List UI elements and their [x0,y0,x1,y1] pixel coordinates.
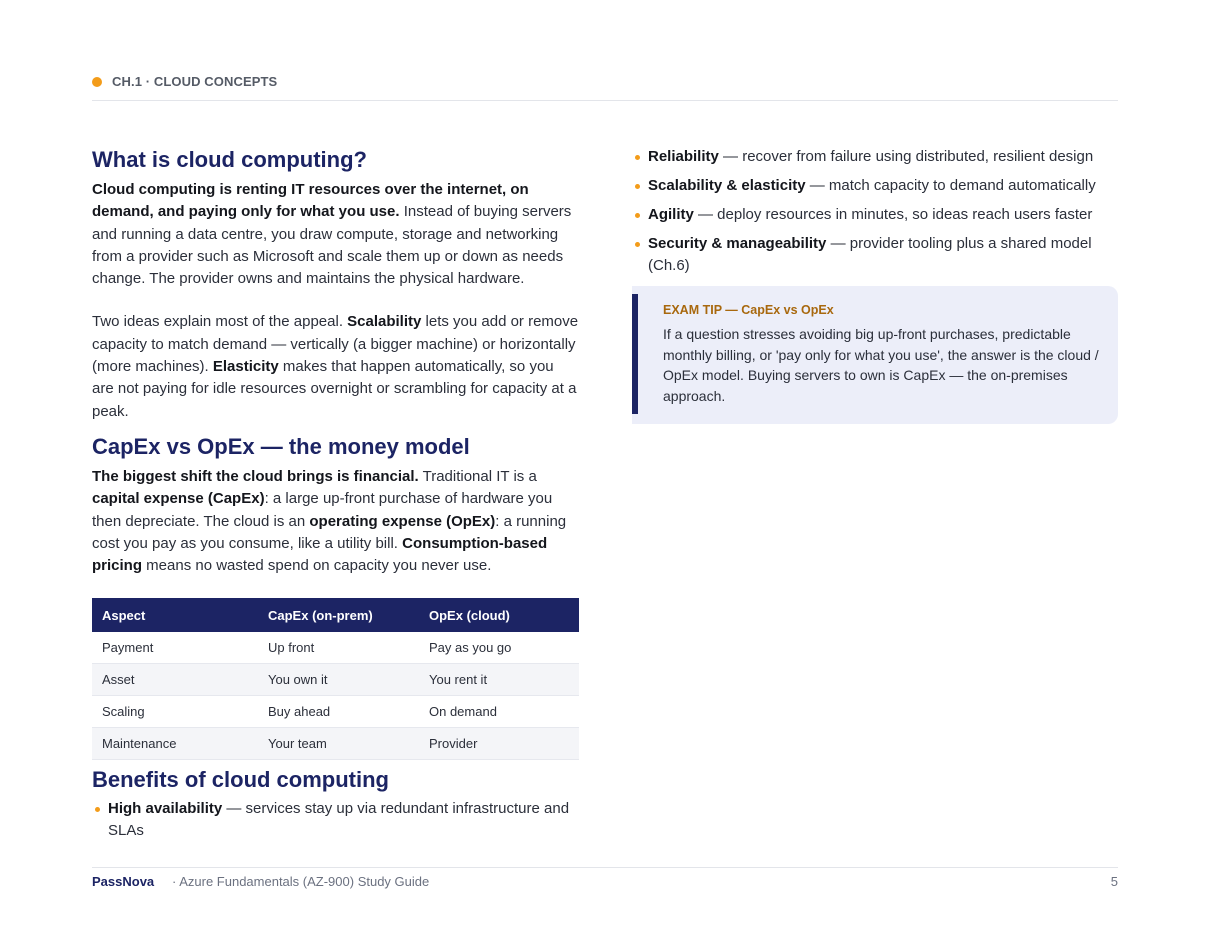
list-item [632,204,1118,226]
right-column [632,146,1118,284]
table-cell: You own it [258,664,419,696]
left-column [92,146,579,849]
scal-text-e: makes that happen automatically, so you are not paying for idle resources overnight or scrambling for capacity at a peak. [92,358,577,420]
benefits-list-right [632,146,1118,277]
bullet-dot-icon [95,807,100,812]
bullet-dot-icon [635,242,640,247]
section-heading-cloud-computing: What is cloud computing? [92,147,367,172]
list-item [92,798,579,842]
table-header-cell: OpEx (cloud) [419,598,579,632]
benefit-text: — recover from failure using distributed, resilient design [718,148,1094,165]
list-item [632,175,1118,197]
benefit-term: Reliability [648,148,719,165]
intro-text: Instead of buying servers and running a data centre, you draw compute, storage and networking from a provider such as Microsoft and scale them up or down as needs change. The provider owns and maintains the physical hardware. [92,203,572,288]
bullet-dot-icon [635,155,640,160]
elasticity-term: Elasticity [212,358,279,376]
guide-title: · Azure Fundamentals (AZ-900) Study Guide [172,874,430,889]
benefit-text: — deploy resources in minutes, so ideas reach users faster [693,206,1093,223]
opex-term: operating expense (OpEx) [309,512,496,530]
page-header [92,74,1118,101]
chapter-dot-icon [92,77,102,87]
benefit-text: — match capacity to demand automatically [805,177,1096,194]
list-item [632,233,1118,277]
brand-name: PassNova [92,874,155,889]
table-cell: Asset [92,664,258,696]
capex-opex-table [92,598,579,760]
benefit-term: High availability [108,800,223,818]
table-header-cell: CapEx (on-prem) [258,598,419,632]
exam-tip-title: EXAM TIP — CapEx vs OpEx [663,303,834,317]
bullet-dot-icon [635,184,640,189]
table-row [92,632,579,664]
capex-paragraph [92,466,579,577]
consumption-term: Consumption-based pricing [92,534,548,575]
intro-paragraph [92,179,579,290]
benefit-text: — provider tooling plus a shared model (Ch.6) [648,235,1092,274]
capex-text-h: means no wasted spend on capacity you never use. [142,557,492,575]
table-cell: Your team [258,728,419,760]
chapter-label: CH.1 · CLOUD CONCEPTS [112,74,278,89]
scal-text-c: lets you add or remove capacity to match demand — vertically (a bigger machine) or horizontally (more machines). [92,313,579,376]
benefit-term: Security & manageability [648,235,827,252]
table-cell: Up front [258,632,419,664]
scal-text-a: Two ideas explain most of the appeal. [92,313,348,331]
bullet-dot-icon [635,213,640,218]
capex-text-d: : a large up-front purchase of hardware you then depreciate. The cloud is an [92,490,553,530]
table-row [92,664,579,696]
capex-bold-a: The biggest shift the cloud brings is financial. [92,467,419,485]
callout-accent-bar [632,294,638,414]
table-cell: On demand [419,696,579,728]
table-cell: You rent it [419,664,579,696]
table-header-row [92,598,579,632]
table-cell: Payment [92,632,258,664]
table-cell: Maintenance [92,728,258,760]
scal-term: Scalability [347,313,422,331]
exam-tip-body: If a question stresses avoiding big up-front purchases, predictable monthly billing, or 'pay only for what you use', the answer is the cloud / OpEx model. Buying servers to own is CapEx — the on-premises approach. [663,326,1099,405]
benefit-term: Scalability & elasticity [648,177,806,194]
intro-bold: Cloud computing is renting IT resources over the internet, on demand, and paying only for what you use. [92,181,529,221]
benefits-list-left [92,798,579,842]
table-cell: Pay as you go [419,632,579,664]
page-footer [92,867,1118,898]
table-row [92,728,579,760]
scalability-paragraph [92,311,579,422]
section-heading-benefits: Benefits of cloud computing [92,767,389,793]
exam-tip-callout [632,286,1118,424]
benefit-text: — services stay up via redundant infrastructure and SLAs [108,800,570,840]
benefit-term: Agility [648,206,694,223]
table-cell: Buy ahead [258,696,419,728]
section-heading-capex-opex: CapEx vs OpEx — the money model [92,433,470,459]
table-header-cell: Aspect [92,598,258,632]
capex-text-f: : a running cost you pay as you consume, like a utility bill. [92,512,567,552]
table-cell: Provider [419,728,579,760]
list-item [632,146,1118,168]
page-number: 5 [1110,874,1118,889]
capex-text-b: Traditional IT is a [418,467,537,485]
capex-term: capital expense (CapEx) [92,490,265,508]
table-row [92,696,579,728]
table-cell: Scaling [92,696,258,728]
